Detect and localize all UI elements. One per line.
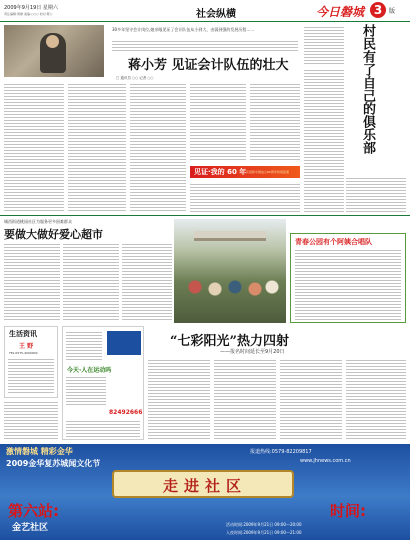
banner-hotline: 报道热线:0579-82209817: [250, 449, 312, 455]
page-number-badge: [370, 2, 386, 18]
banner-time-detail-1: 活动时间:2009年9月21日 09:00—20:00: [226, 522, 302, 527]
ad-list-2: [66, 375, 106, 405]
feature-subtitle: ——报名时间延长至9月20日: [220, 349, 285, 355]
life-column-phone: TEL:0575-4000000: [9, 351, 38, 355]
feature-body-col1: [148, 358, 210, 440]
community-body-col2: [63, 242, 119, 322]
lead-byline: □ 通讯员 ○○ 记者 ○○: [116, 76, 154, 80]
life-column-name: 王 野: [19, 343, 34, 350]
mid-rule: [0, 215, 410, 216]
header-left-info: 责任编辑:周健 美编:○○○ 校对:陈○: [4, 12, 53, 16]
anniversary-banner-text: 见证·我的 60 年: [194, 168, 247, 176]
banner-top-line: 激情磐城 精彩金华: [6, 447, 73, 456]
lead-intro: 30多年坚守会计岗位,她亲眼见证了会计队伍从小到大、由弱到强的发展历程……: [112, 27, 255, 32]
banner-event-title: 2009金华复苏城闻文化节: [6, 459, 101, 468]
paper-name: 今日磐城: [316, 5, 365, 19]
community-body-col3: [122, 242, 172, 322]
banner-scroll: [112, 470, 294, 498]
page-number: 3: [373, 3, 383, 17]
right-story-body: [304, 68, 344, 212]
lead-intro-lines: [112, 39, 298, 51]
anniversary-banner-subtext: 庆祝新中国成立60周年特别报道: [246, 170, 289, 174]
feature-body-col2: [214, 358, 276, 440]
choir-story-body: [295, 248, 401, 320]
lead-body-col4-bottom: [190, 182, 300, 212]
feature-body-col3: [280, 358, 342, 440]
banner-station-name: 金艺社区: [12, 523, 49, 533]
feature-headline: “七彩阳光”热力四射: [170, 334, 289, 349]
lead-body-col2: [68, 82, 126, 212]
lead-headline: 蒋小芳 见证会计队伍的壮大: [128, 58, 289, 73]
life-column-title: 生活资讯: [9, 330, 37, 338]
choir-story-box: [290, 233, 406, 323]
header-rule: [0, 21, 410, 22]
choir-photo-people: [180, 271, 280, 311]
right-story-body-2: [346, 176, 406, 212]
lead-photo: [4, 25, 104, 77]
feature-body-col4: [346, 358, 406, 440]
right-headline-box: [346, 24, 406, 174]
lead-body-col1: [4, 82, 64, 212]
right-story-col1: [304, 25, 344, 65]
masthead: [0, 0, 410, 22]
community-kicker: 城西街道桃园社区为服务更多困难群众: [4, 219, 72, 224]
ad-list-3: [66, 419, 140, 437]
ad-list-1: [66, 330, 102, 360]
lead-photo-face: [46, 35, 59, 48]
lead-body-col3: [130, 82, 186, 212]
banner-station-label: 第六站:: [8, 502, 59, 520]
choir-photo-pavilion: [194, 231, 266, 241]
ad-logo: [107, 331, 141, 355]
life-column: [4, 326, 58, 398]
lead-body-col5: [250, 82, 300, 162]
choir-story-headline: 青春公园有个阿姨合唱队: [295, 238, 372, 246]
ad-headline: 今天·人在运动吗: [67, 367, 112, 374]
header-date: 2009年9月19日 星期六: [4, 5, 58, 11]
anniversary-banner: [190, 166, 300, 178]
page-suffix: 版: [389, 8, 396, 15]
left-ads-col: [4, 400, 58, 440]
banner-website: www.jhnews.com.cn: [300, 458, 351, 464]
right-headline: 村民有了自己的俱乐部: [360, 24, 375, 154]
banner-scroll-text: 走进社区: [162, 477, 247, 495]
ads-cluster: [62, 326, 144, 440]
banner-time-label: 时间:: [330, 502, 366, 520]
community-headline: 要做大做好爱心超市: [4, 228, 103, 241]
community-body-col1: [4, 242, 60, 322]
lead-body-col4: [190, 82, 246, 162]
life-column-body: [8, 357, 54, 395]
ad-phone: 82492666: [109, 409, 143, 416]
bottom-banner: [0, 444, 410, 540]
section-title: 社会纵横: [196, 9, 236, 20]
banner-time-detail-2: 入夜时间:2009年9月21日 09:00—21:00: [226, 530, 302, 535]
choir-photo: [174, 219, 286, 323]
